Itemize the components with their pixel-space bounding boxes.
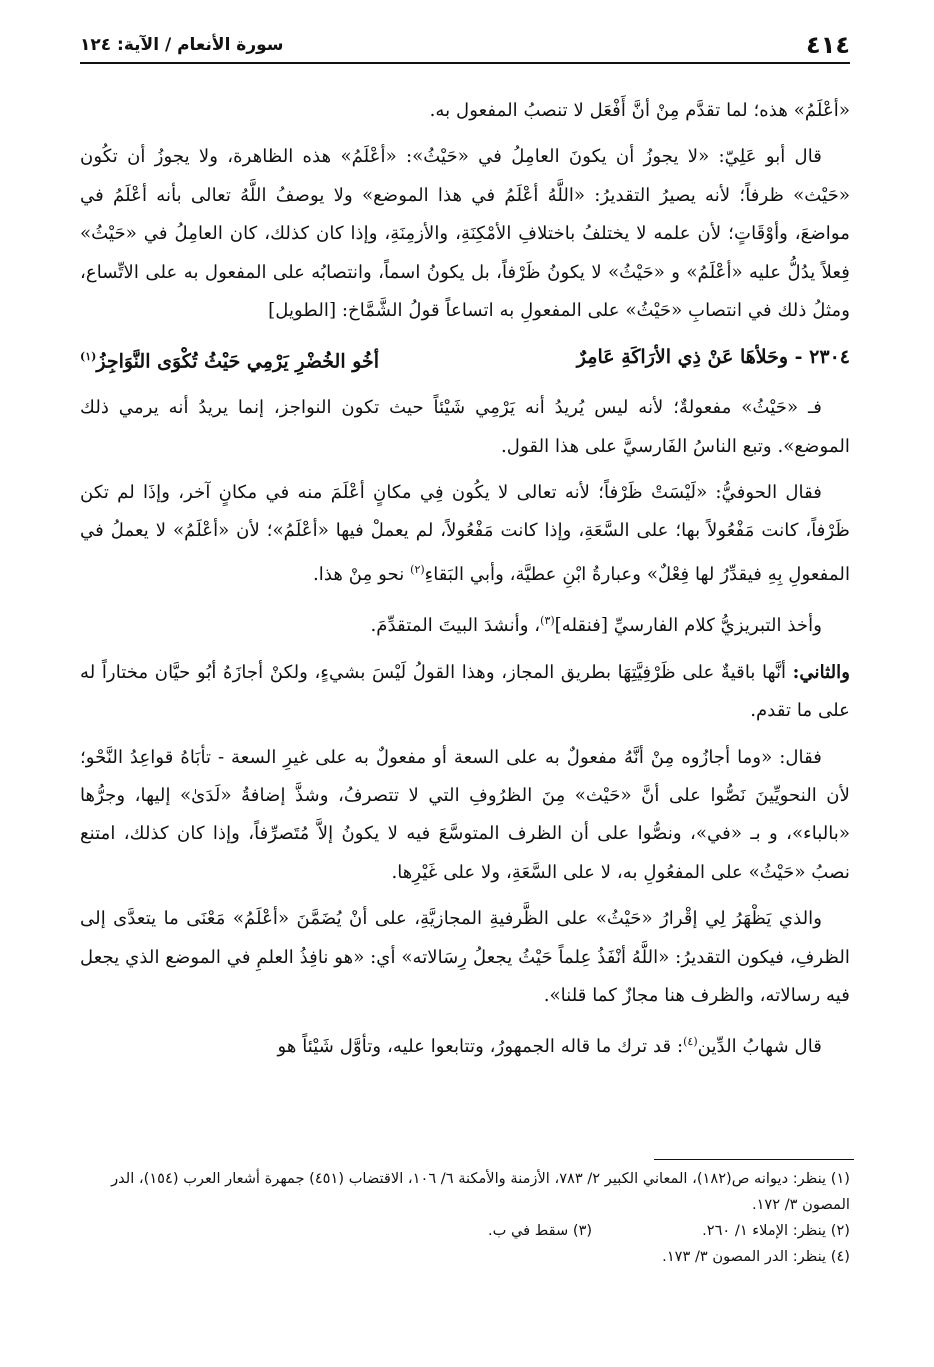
- surah-reference: سورة الأنعام / الآية: ١٢٤: [80, 35, 284, 55]
- paragraph-text: قال شهابُ الدِّين: [697, 1036, 822, 1058]
- paragraph-text: فقال الحوفيُّ: «لَيْسَتْ ظَرْفاً؛ لأنه تعالى لا يكُون فِي مكانٍ أعْلَمَ منه في مكانٍ آخر، وإذَا لم تكن ظَرْفاً، كانت مَفْعُولاً بها؛ على السَّعَةِ، وإذا كانت مَفْعُولاً، لم يعملْ فيها «أعْلَمُ»؛ لأن «أعْلَمُ» لا يعملُ في المفعولِ بِهِ فيقدِّرُ لها فِعْلٌ» وعبارةُ ابْنِ عطيَّة، وأبي البَقاءِ: [80, 481, 850, 585]
- paragraph: قال أبو عَلِيّ: «لا يجوزُ أن يكونَ العامِلُ في «حَيْثُ»: «أعْلَمُ» هذه الظاهرة، ولا يجوزُ أن تكُون «حَيْث» ظرفاً؛ لأنه يصيرُ التقديرُ: «اللَّهُ أعْلَمُ في هذا الموضع» ولا يوصفُ اللَّهُ تعالى بأنه أعْلَمُ في مواضعَ، وأوْقَاتٍ؛ لأن علمه لا يختلفُ باختلافِ الأمْكِنَةِ، والأزمِنَةِ، وإذا كان كذلك، كان العامِلُ في «حَيْثُ» فِعلاً يدُلُّ عليه «أعْلَمُ» و «حَيْثُ» لا يكونُ ظَرْفاً، بل يكونُ اسماً، وانتصابُه على المفعول به على الاتِّساع، ومثلُ ذلك في انتصابِ «حَيْثُ» على المفعولِ به اتساعاً قولُ الشَّمَّاخ: [الطويل]: [80, 146, 850, 322]
- paragraph: [80, 654, 850, 731]
- paragraph-text: ، وأنشدَ البيتَ المتقدِّمَ.: [370, 615, 541, 637]
- poetry-verse: [80, 338, 850, 381]
- page-number: ٤١٤: [806, 31, 850, 59]
- footnote: (٢) ينظر: الإملاء ١/ ٢٦٠.: [702, 1222, 850, 1239]
- paragraph: [80, 602, 850, 645]
- hemistich-2: أخُو الخُضْرِ يَرْمِي حَيْثُ تُكْوَى النَّوَاجِزُ: [96, 350, 380, 373]
- footnote-mark: (١): [80, 350, 97, 364]
- second-label: والثاني:: [792, 661, 850, 683]
- footnote-row: [80, 1218, 850, 1244]
- hemistich-1: وحَلأهَا عَنْ ذِي الأرَاكَةِ عَامِرٌ: [576, 346, 789, 369]
- footnote: (٤) ينظر: الدر المصون ٣/ ١٧٣.: [662, 1248, 850, 1265]
- footnote-divider: [654, 1159, 854, 1160]
- verse-first-hemistich: ٢٣٠٤ - وحَلأهَا عَنْ ذِي الأرَاكَةِ عَامِرٌ: [576, 346, 850, 369]
- paragraph: [80, 474, 850, 594]
- footnote-mark: (٣): [540, 614, 555, 628]
- paragraph-text: وأخذ التبريزيُّ كلام الفارسيِّ [فنقله]: [554, 615, 822, 637]
- paragraph-text: نحو مِنْ هذا.: [313, 563, 405, 585]
- footnote-mark: (٤): [683, 1035, 698, 1049]
- main-text: [80, 92, 850, 1075]
- paragraph: [80, 1023, 850, 1066]
- paragraph-text: : قد ترك ما قاله الجمهورُ، وتتابعوا عليه، وتأوَّل شَيْئاً هو: [277, 1036, 684, 1058]
- footnotes: [80, 1166, 850, 1270]
- footnote-mark: (٢): [410, 562, 425, 576]
- verse-number: ٢٣٠٤: [809, 346, 850, 369]
- page-header: [80, 22, 850, 64]
- paragraph-text: أنَّها باقيةٌ على ظَرْفِيَّتِهَا بطريق المجاز، وهذا القولُ لَيْسَ بشيءٍ، ولكنْ أجازَهُ أبُو حيَّان مختاراً له على ما تقدم.: [80, 661, 850, 722]
- verse-second-hemistich: [80, 338, 379, 381]
- paragraph: فـ «حَيْثُ» مفعولةٌ؛ لأنه ليس يُريدُ أنه يَرْمِي شَيْئاً حيث تكون النواجز، إنما يريدُ أنه يرمي ذلك الموضع». وتبع الناسُ الفَارسيَّ على هذا القول.: [80, 397, 850, 457]
- footnote: (٣) سقط في ب.: [487, 1222, 593, 1239]
- footnote: (١) ينظر: ديوانه ص(١٨٢)، المعاني الكبير ٢/ ٧٨٣، الأزمنة والأمكنة ٦/ ١٠٦، الاقتضاب (٤٥١) جمهرة أشعار العرب (١٥٤)، الدر المصون ٣/ ١٧٢.: [111, 1170, 850, 1213]
- paragraph: «أعْلَمُ» هذه؛ لما تقدَّم مِنْ أنَّ أَفْعَل لا تنصبُ المفعول به.: [429, 100, 850, 121]
- paragraph: فقال: «وما أجازُوه مِنْ أنَّهُ مفعولٌ به على السعة أو مفعولٌ به على غيرِ السعة - تأبَاهُ قواعِدُ النَّحْو؛ لأن النحويِّينَ نَصُّوا على أنَّ «حَيْث» مِنَ الظرُوفِ التي لا تتصرفُ، وشذَّ إضافةُ «لَدَىٰ» إليها، وجرُّها «بالباء»، و بـ «في»، ونصُّوا على أن الظرف المتوسَّعَ فيه لا يكونُ إلاَّ مُتَصرِّفاً، وإذا كان كذلك، امتنع نصبُ «حَيْثُ» على المفعُولِ به، لا على السَّعَةِ، ولا على غَيْرِها.: [80, 746, 850, 883]
- paragraph: والذي يَظْهَرُ لِي إقْرارُ «حَيْثُ» على الظَّرفيةِ المجازيَّةِ، على أنْ يُضَمَّنَ «أعْلَمُ» مَعْنَى ما يتعدَّى إلى الظرفِ، فيكون التقديرُ: «اللَّهُ أنْفَذُ عِلماً حَيْثُ يجعلُ رِسَالاته» أي: «هو نافِذُ العلمِ في الموضع الذي يجعل فيه رسالاته، والظرف هنا مجازٌ كما قلنا».: [80, 908, 850, 1006]
